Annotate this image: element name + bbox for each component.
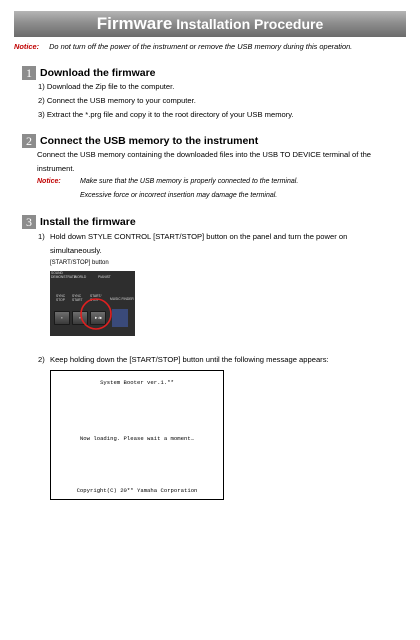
notice-label: Notice: [14, 42, 40, 51]
step-text: simultaneously. [50, 246, 102, 255]
paragraph-line: instrument. [37, 164, 75, 173]
photo-caption: [START/STOP] button [50, 260, 109, 266]
sync-stop-button: ▪ [54, 311, 70, 325]
photo-label: SYNC START [72, 294, 83, 302]
section-title: Download the firmware [40, 67, 156, 79]
photo-label: PIANIST [98, 275, 111, 279]
step-number: 2) [38, 355, 45, 364]
section-title: Install the firmware [40, 216, 136, 228]
music-finder-button [112, 309, 128, 327]
page-title-strong: Firmware [96, 14, 173, 33]
section-2-notice [37, 178, 61, 185]
section-title: Connect the USB memory to the instrument [40, 135, 259, 147]
photo-label: START/ STOP [90, 294, 102, 302]
list-item: 3) Extract the *.prg file and copy it to the root directory of your USB memory. [38, 110, 294, 119]
photo-label: SYNC STOP [56, 294, 66, 302]
section-3-heading [22, 215, 136, 229]
start-stop-button: ►/■ [90, 311, 106, 325]
top-notice [14, 42, 414, 51]
notice-label: Notice: [37, 178, 61, 185]
paragraph-line: Connect the USB memory containing the downloaded files into the USB TO DEVICE terminal of the [37, 150, 372, 159]
page-title-rest: Installation Procedure [172, 16, 324, 32]
photo-label: DEMONSTRATE [51, 275, 77, 279]
photo-label: WORLD [74, 275, 87, 279]
photo-label: SOUND [51, 271, 63, 275]
section-number-badge: 1 [22, 66, 36, 80]
section-number-badge: 3 [22, 215, 36, 229]
step-number: 1) [38, 232, 45, 241]
step-text: Keep holding down the [START/STOP] button until the following message appears: [50, 355, 329, 364]
list-item: 2) Connect the USB memory to your computer. [38, 96, 196, 105]
page-title-bar [14, 11, 406, 37]
sync-start-button: ▪ [72, 311, 88, 325]
photo-label: MUSIC FINDER [110, 297, 134, 301]
notice-text: Do not turn off the power of the instrument or remove the USB memory during this operation. [49, 42, 353, 51]
section-2-heading [22, 134, 258, 148]
highlight-circle-icon [78, 296, 114, 332]
section-1-heading [22, 66, 156, 80]
notice-line: Make sure that the USB memory is properly connected to the terminal. [80, 178, 299, 185]
list-item: 1) Download the Zip file to the computer. [38, 82, 175, 91]
notice-line: Excessive force or incorrect insertion may damage the terminal. [80, 192, 278, 199]
screen-line: System Booter ver.1.** [100, 379, 174, 386]
screen-line: Now loading. Please wait a moment… [79, 435, 195, 442]
screen-line: Copyright(C) 20** Yamaha Corporation [76, 487, 198, 494]
display-screen [50, 370, 224, 500]
step-text: Hold down STYLE CONTROL [START/STOP] button on the panel and turn the power on [50, 232, 348, 241]
section-number-badge: 2 [22, 134, 36, 148]
